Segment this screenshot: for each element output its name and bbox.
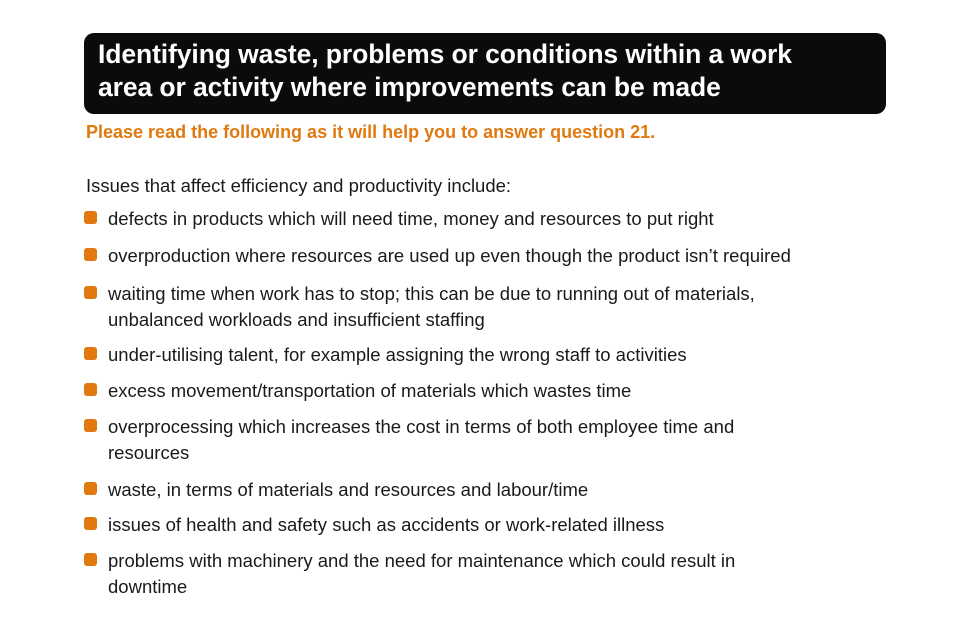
- bullet-icon: [84, 248, 97, 261]
- list-item-text: overprocessing which increases the cost in terms of both employee time and resources: [108, 416, 735, 463]
- list-item-text: overproduction where resources are used up even though the product isn’t required: [108, 245, 791, 266]
- title-line-1: Identifying waste, problems or conditions within a work: [98, 39, 792, 69]
- list-item: [84, 378, 944, 404]
- list-item: [84, 281, 944, 333]
- list-item: [84, 206, 944, 232]
- bullet-icon: [84, 553, 97, 566]
- list-item: [84, 512, 944, 538]
- intro-text: Issues that affect efficiency and productivity include:: [86, 175, 512, 196]
- list-item-text: problems with machinery and the need for maintenance which could result in downtime: [108, 550, 736, 597]
- bullet-icon: [84, 383, 97, 396]
- instruction-subtitle: Please read the following as it will help you to answer question 21.: [86, 122, 656, 142]
- list-item-text: waste, in terms of materials and resources and labour/time: [108, 479, 589, 500]
- list-item: [84, 414, 944, 466]
- list-item-text: under-utilising talent, for example assigning the wrong staff to activities: [108, 344, 687, 365]
- bullet-icon: [84, 286, 97, 299]
- list-item-text: defects in products which will need time, money and resources to put right: [108, 208, 714, 229]
- list-item: [84, 342, 944, 368]
- bullet-icon: [84, 517, 97, 530]
- list-item: [84, 243, 944, 269]
- list-item-text: waiting time when work has to stop; this can be due to running out of materials, unbalanced workloads and insufficient staffing: [108, 283, 755, 330]
- list-item: [84, 477, 944, 503]
- bullet-icon: [84, 211, 97, 224]
- title-banner: [84, 33, 886, 114]
- bullet-icon: [84, 347, 97, 360]
- title-line-2: area or activity where improvements can be made: [98, 72, 721, 102]
- list-item-text: excess movement/transportation of materials which wastes time: [108, 380, 632, 401]
- list-item-text: issues of health and safety such as accidents or work-related illness: [108, 514, 665, 535]
- bullet-icon: [84, 482, 97, 495]
- bullet-icon: [84, 419, 97, 432]
- list-item: [84, 548, 944, 600]
